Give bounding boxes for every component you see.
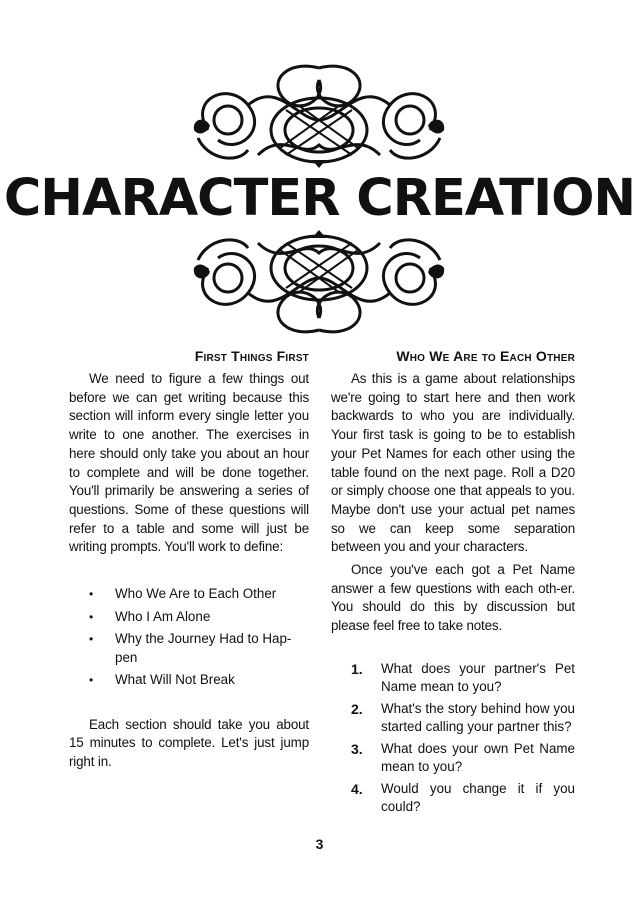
relationships-paragraph: As this is a game about relationships we're going to start here and then work backwards to who you are individually. Your first task is going to be to establish your Pet Names for each other using the table found on the next page. Roll a D20 or simply choose one that appeals to you. Maybe don't use your actual pet names so we can keep some separation between you and your characters. — [331, 371, 575, 555]
section-heading-first-things-first: First Things First — [194, 348, 309, 364]
list-item: • Who We Are to Each Other — [69, 585, 309, 604]
list-item: • Why the Journey Had to Hap-pen — [89, 631, 292, 665]
page-title: CHARACTER CREATION — [3, 169, 636, 228]
intro-paragraph: We need to figure a few things out before we can get writing because this section will inform every single letter you write to one another. The exercises in here should only take you about an hour to complete and will be done together. You'll primarily be answering a series of questions. Some of these questions will refer to a table and some will just be writing prompts. You'll work to define: — [69, 371, 309, 555]
section-heading-who-we-are: Who We Are to Each Other — [396, 348, 575, 364]
bullet-icon: • — [89, 632, 94, 647]
right-column — [331, 346, 575, 820]
list-item: • What Will Not Break — [69, 671, 309, 690]
bullet-icon: • — [89, 609, 94, 624]
list-item: 1. What does your partner's Pet Name mean to you? — [351, 660, 575, 694]
bottom-flourish-ornament — [188, 226, 450, 338]
top-flourish-ornament — [188, 60, 450, 172]
closing-paragraph: Each section should take you about 15 minutes to complete. Let's just jump right in. — [69, 716, 309, 769]
page-number: 3 — [315, 836, 324, 852]
list-item: 4. Would you change it if you could? — [351, 780, 575, 814]
list-item: 3. What does your own Pet Name mean to you? — [351, 740, 575, 774]
bullet-list — [69, 585, 309, 690]
list-item: 2. What's the story behind how you started calling your partner this? — [351, 700, 575, 734]
bullet-icon: • — [89, 673, 94, 688]
list-item: • Who I Am Alone — [69, 608, 309, 627]
bullet-icon: • — [89, 587, 94, 602]
pet-name-paragraph: Once you've each got a Pet Name answer a few questions with each oth-er. You should do this by discussion but please feel free to take notes. — [331, 562, 575, 634]
question-list — [331, 660, 575, 816]
left-column — [69, 346, 309, 772]
